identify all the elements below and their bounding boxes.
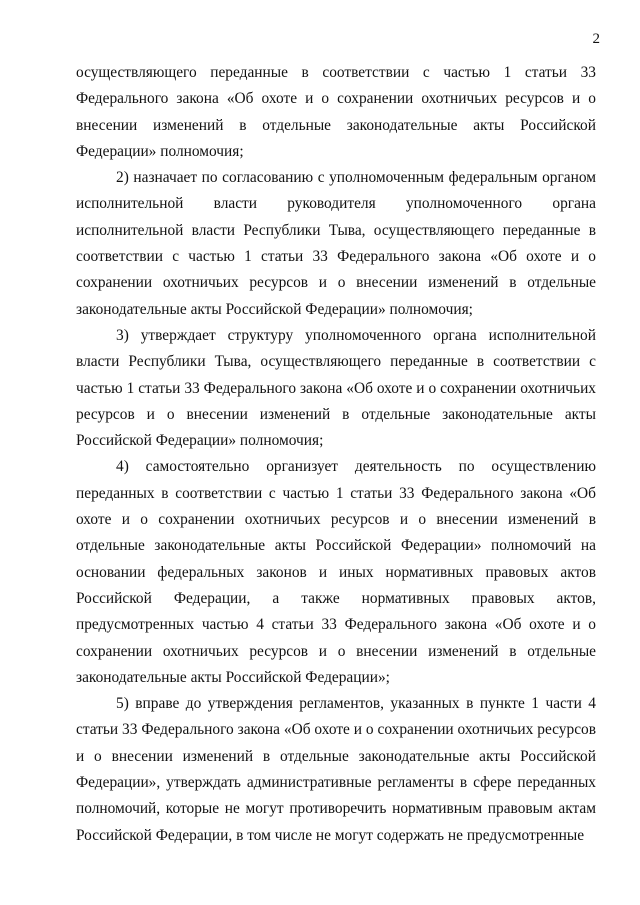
paragraph-item-2: 2) назначает по согласованию с уполномоченным федеральным органом исполнительной власти руководителя уполномоченного органа исполнительной власти Республики Тыва, осуществляющего переданные в соответствии с частью 1 статьи 33 Федерального закона «Об охоте и о сохранении охотничьих ресурсов и о внесении изменений в отдельные законодательные акты Российской Федерации» полномочия; bbox=[76, 169, 596, 318]
document-body bbox=[76, 60, 596, 849]
page-number: 2 bbox=[592, 31, 600, 47]
paragraph-item-4: 4) самостоятельно организует деятельность по осуществлению переданных в соответствии с частью 1 статьи 33 Федерального закона «Об охоте и о сохранении охотничьих ресурсов и о внесении изменений в отдельные законодательные акты Российской Федерации» полномочий на основании федеральных законов и иных нормативных правовых актов Российской Федерации, а также нормативных правовых актов, предусмотренных частью 4 статьи 33 Федерального закона «Об охоте и о сохранении охотничьих ресурсов и о внесении изменений в отдельные законодательные акты Российской Федерации»; bbox=[76, 458, 596, 686]
paragraph-continuation: осуществляющего переданные в соответствии с частью 1 статьи 33 Федерального закона «Об охоте и о сохранении охотничьих ресурсов и о внесении изменений в отдельные законодательные акты Российской Федерации» полномочия; bbox=[76, 64, 596, 160]
paragraph-item-5: 5) вправе до утверждения регламентов, указанных в пункте 1 части 4 статьи 33 Федерального закона «Об охоте и о сохранении охотничьих ресурсов и о внесении изменений в отдельные законодательные акты Российской Федерации», утверждать административные регламенты в сфере переданных полномочий, которые не могут противоречить нормативным правовым актам Российской Федерации, в том числе не могут содержать не предусмотренные bbox=[76, 695, 596, 844]
paragraph-item-3: 3) утверждает структуру уполномоченного органа исполнительной власти Республики Тыва, осуществляющего переданные в соответствии с частью 1 статьи 33 Федерального закона «Об охоте и о сохранении охотничьих ресурсов и о внесении изменений в отдельные законодательные акты Российской Федерации» полномочия; bbox=[76, 326, 596, 450]
